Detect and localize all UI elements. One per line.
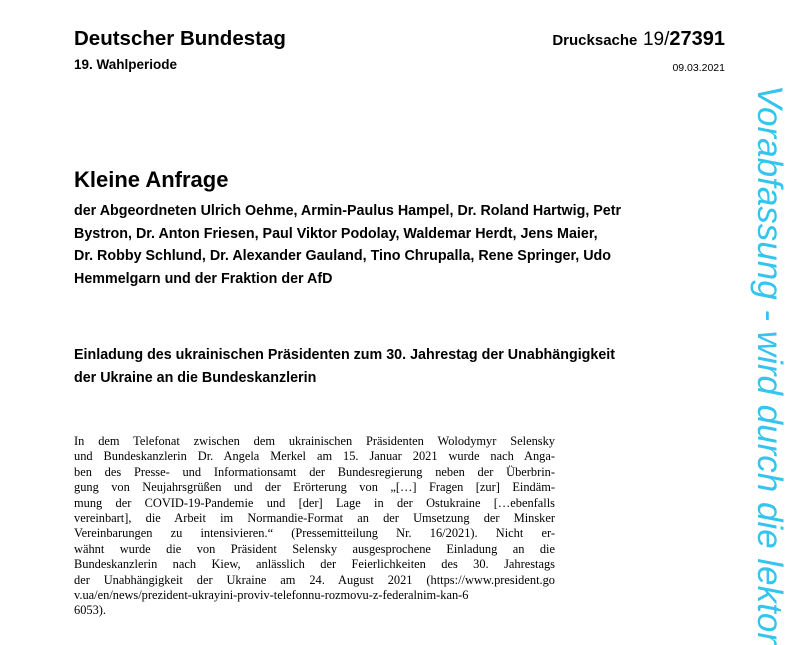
body-line: In dem Telefonat zwischen dem ukrainischen Präsidenten Wolodymyr Selensky: [74, 434, 555, 448]
drucksache-prefix: 19/: [642, 29, 670, 50]
body-line: der Unabhängigkeit der Ukraine am 24. August 2021 (https://www.president.go: [74, 572, 555, 587]
body-line: Bundeskanzlerin nach Kiew, anlässlich der Feierlichkeiten des 30. Jahrestags: [74, 557, 555, 572]
subject-heading: [74, 344, 734, 389]
drucksache-number: [552, 26, 725, 54]
document-type-title: Kleine Anfrage: [74, 167, 229, 192]
document-header-right: [552, 26, 725, 75]
body-line: und Bundeskanzlerin Dr. Angela Merkel am 15. Januar 2021 wurde nach Anga-: [74, 449, 555, 464]
draft-watermark: Vorabfassung - wird durch die lektor: [750, 85, 789, 644]
body-paragraph: [74, 434, 555, 619]
organization-name: Deutscher Bundestag: [74, 27, 286, 50]
body-line: gung von Neujahrsgrüßen und der Erörterung von „[…] Fragen [zur] Eindäm-: [74, 480, 555, 495]
body-line: 6053).: [74, 603, 107, 618]
drucksache-id: 27391: [669, 28, 725, 50]
document-date: 09.03.2021: [672, 62, 725, 74]
body-line: v.ua/en/news/prezident-ukrayini-proviv-telefonnu-rozmovu-z-federalnim-kan-6: [74, 588, 469, 603]
subject-line: der Ukraine an die Bundeskanzlerin: [74, 369, 317, 386]
body-line: ben des Presse- und Informationsamt der Bundesregierung neben der Überbrin-: [74, 464, 555, 479]
authors-line: Hemmelgarn und der Fraktion der AfD: [74, 270, 333, 287]
authors-line: Bystron, Dr. Anton Friesen, Paul Viktor Podolay, Waldemar Herdt, Jens Maier,: [74, 225, 598, 242]
authors-line: Dr. Robby Schlund, Dr. Alexander Gauland, Tino Chrupalla, Rene Springer, Udo: [74, 248, 612, 264]
election-period: 19. Wahlperiode: [74, 57, 178, 72]
subject-line: Einladung des ukrainischen Präsidenten zum 30. Jahrestag der Unabhängigkeit: [74, 347, 616, 363]
drucksache-label: Drucksache: [552, 32, 638, 49]
authors-line: der Abgeordneten Ulrich Oehme, Armin-Paulus Hampel, Dr. Roland Hartwig, Petr: [74, 203, 622, 219]
document-header-left: [74, 26, 286, 74]
body-line: vereinbart], die Arbeit im Normandie-Format an der Umsetzung der Minsker: [74, 511, 555, 526]
authors-block: [74, 200, 734, 290]
body-line: wähnt wurde die von Präsident Selensky ausgesprochene Einladung an die: [74, 541, 555, 556]
body-line: mung der COVID-19-Pandemie und [der] Lage in der Ostukraine […ebenfalls: [74, 495, 555, 510]
body-line: Vereinbarungen zu intensivieren.“ (Pressemitteilung Nr. 16/2021). Nicht er-: [74, 526, 555, 541]
